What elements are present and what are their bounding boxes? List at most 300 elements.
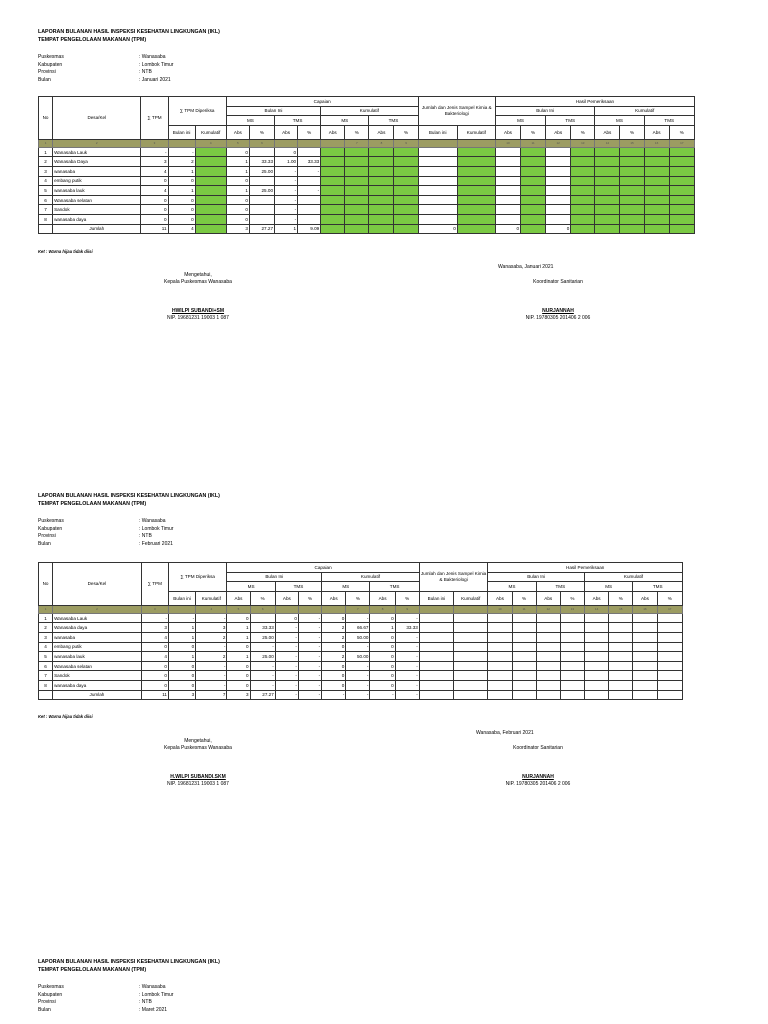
info-value: : Lombok Timur [139, 991, 174, 998]
table-cell [457, 147, 495, 157]
header-abs: Abs [488, 591, 512, 605]
header-ms: MS [226, 116, 274, 126]
table-cell [457, 166, 495, 176]
table-cell: 0 [322, 680, 346, 690]
column-number: 8 [370, 605, 395, 613]
koordinator-name: NURJANNAH [522, 774, 554, 780]
header-tms: TMS [370, 582, 419, 592]
table-cell: 0 [370, 680, 395, 690]
header-abs: Abs [322, 591, 346, 605]
report-januari [38, 28, 698, 338]
header-tms: TMS [275, 116, 321, 126]
table-cell [644, 186, 669, 196]
column-number [168, 139, 195, 147]
table-cell [657, 642, 682, 652]
total-label: Jumlah [53, 690, 142, 700]
column-number: 16 [633, 605, 657, 613]
table-cell [669, 205, 694, 215]
column-number: 2 [53, 605, 142, 613]
table-cell: - [395, 652, 419, 662]
table-cell [345, 176, 369, 186]
column-number [298, 139, 321, 147]
table-cell [345, 214, 369, 224]
info-value: : Wanasaba [139, 984, 166, 990]
table-cell: - [250, 661, 275, 671]
table-cell [560, 613, 584, 623]
table-cell [585, 652, 609, 662]
column-number: 7 [345, 139, 369, 147]
table-cell [620, 195, 644, 205]
column-number: 9 [394, 139, 418, 147]
table-cell [595, 166, 620, 176]
total-tms-abs: 1 [275, 224, 298, 234]
table-cell: 0 [226, 195, 249, 205]
table-cell: 25.00 [249, 166, 274, 176]
table-cell [369, 195, 394, 205]
table-cell: 1 [226, 157, 249, 167]
table-cell [369, 176, 394, 186]
info-value: : NTB [139, 999, 152, 1006]
table-cell: 0 [168, 176, 195, 186]
table-cell: 0 [141, 671, 168, 681]
table-cell: - [298, 166, 321, 176]
table-cell [644, 176, 669, 186]
koordinator-nip: NIP. 19780305 201406 2 006 [505, 781, 571, 787]
header-kumulatif: Kumulatif [322, 572, 420, 582]
table-cell: - [275, 166, 298, 176]
info-label: Provinsi [38, 999, 56, 1006]
column-number [457, 139, 495, 147]
table-cell [298, 205, 321, 215]
table-row [39, 671, 683, 681]
table-cell [620, 166, 644, 176]
table-cell: 0 [370, 671, 395, 681]
table-cell [657, 671, 682, 681]
table-cell: 6 [39, 661, 53, 671]
table-cell [620, 157, 644, 167]
kepala-title: Kepala Puskesmas Wanasaba [164, 279, 232, 285]
table-cell [595, 157, 620, 167]
table-cell: 3 [141, 623, 168, 633]
table-cell: 3 [39, 166, 53, 176]
header-bulan-ini: Bulan Ini [495, 106, 594, 116]
table-cell [488, 680, 512, 690]
table-cell [495, 147, 520, 157]
table-cell [418, 205, 457, 215]
table-cell [495, 214, 520, 224]
table-cell [488, 661, 512, 671]
table-cell: 2 [196, 652, 227, 662]
report-info [38, 54, 698, 84]
table-cell [644, 195, 669, 205]
table-cell [536, 671, 560, 681]
table-row [39, 157, 695, 167]
header-bulan-ini: Bulan ini [168, 125, 195, 139]
table-cell [633, 661, 657, 671]
table-cell [546, 186, 571, 196]
table-cell [321, 214, 345, 224]
column-number: 16 [644, 139, 669, 147]
table-cell [457, 214, 495, 224]
table-cell: - [275, 195, 298, 205]
header-abs: Abs [546, 125, 571, 139]
table-cell [394, 157, 418, 167]
info-label: Puskesmas [38, 518, 64, 524]
table-cell: 0 [141, 661, 168, 671]
koordinator-nip: NIP. 19780305 201406 2 006 [525, 315, 591, 321]
table-cell [536, 642, 560, 652]
table-cell: 0 [226, 147, 249, 157]
total-k-tms-abs: - [370, 690, 395, 700]
table-cell: Wanasaba selatan [53, 195, 141, 205]
table-cell: - [250, 680, 275, 690]
koordinator-title: Koordinator Sanitarian [533, 279, 583, 285]
table-cell: - [346, 613, 370, 623]
table-cell [488, 613, 512, 623]
column-number: 11 [521, 139, 546, 147]
table-cell [521, 195, 546, 205]
table-cell: - [275, 214, 298, 224]
table-cell: 4 [141, 166, 168, 176]
table-cell [394, 186, 418, 196]
header-hasil: Hasil Pemeriksaan [495, 97, 694, 107]
table-cell [571, 176, 595, 186]
report-maret [38, 958, 698, 1024]
table-cell: 1 [227, 632, 250, 642]
table-cell: Sandok [53, 205, 141, 215]
table-cell [418, 214, 457, 224]
table-cell: - [298, 632, 321, 642]
header-capaian: Capaian [226, 97, 418, 107]
table-cell: - [168, 147, 195, 157]
table-cell [488, 623, 512, 633]
table-cell [560, 632, 584, 642]
header-tms: TMS [546, 116, 595, 126]
table-row [39, 661, 683, 671]
header-tms: TMS [633, 582, 683, 592]
table-cell [585, 632, 609, 642]
info-value: : Januari 2021 [139, 76, 171, 83]
table-cell [657, 613, 682, 623]
table-cell [633, 632, 657, 642]
table-cell [546, 205, 571, 215]
table-cell [560, 671, 584, 681]
table-cell [321, 176, 345, 186]
table-cell [512, 632, 536, 642]
header-tms: TMS [275, 582, 321, 592]
total-ms-abs: 3 [226, 224, 249, 234]
table-cell: 0 [226, 176, 249, 186]
table-cell [521, 157, 546, 167]
table-cell: 0 [370, 613, 395, 623]
table-cell: 1 [168, 186, 195, 196]
table-cell: 1 [226, 186, 249, 196]
table-cell [419, 642, 453, 652]
header-ms: MS [495, 116, 545, 126]
table-cell: 0 [227, 613, 250, 623]
header-pct: % [345, 125, 369, 139]
table-cell [345, 147, 369, 157]
table-cell: - [275, 205, 298, 215]
kepala-nip: NIP. 19681231 19003 1 087 [167, 315, 229, 321]
header-bulan-ini: Bulan ini [168, 591, 195, 605]
table-cell: - [250, 642, 275, 652]
table-cell: 3 [141, 157, 168, 167]
header-ms: MS [227, 582, 275, 592]
report-title-line1: LAPORAN BULANAN HASIL INSPEKSI KESEHATAN LINGKUNGAN (IKL) [38, 959, 220, 965]
total-ms-abs: 3 [227, 690, 250, 700]
table-cell: wanasaba lauk [53, 652, 142, 662]
total-hasil-abs: 0 [495, 224, 520, 234]
total-tpm: 11 [141, 690, 168, 700]
table-cell [195, 166, 226, 176]
table-cell [560, 642, 584, 652]
table-cell: 0 [141, 195, 168, 205]
signature-koordinator [478, 279, 638, 322]
table-cell [609, 671, 633, 681]
header-bulan-ini: Bulan Ini [226, 106, 320, 116]
table-cell [454, 623, 488, 633]
table-cell [546, 195, 571, 205]
table-cell [488, 632, 512, 642]
table-cell [536, 652, 560, 662]
column-number: 17 [669, 139, 694, 147]
info-label: Puskesmas [38, 54, 64, 60]
header-pct: % [560, 591, 584, 605]
header-desa: Desa/Kel [53, 563, 142, 606]
column-number: 12 [536, 605, 560, 613]
info-value: : NTB [139, 69, 152, 76]
table-cell [345, 195, 369, 205]
header-capaian: Capaian [227, 563, 419, 573]
column-number: 13 [560, 605, 584, 613]
column-number: 14 [585, 605, 609, 613]
header-kumulatif: Kumulatif [195, 125, 226, 139]
header-bulan-ini: Bulan ini [419, 591, 453, 605]
header-tpm-diperiksa: ∑ TPM Diperiksa [168, 97, 226, 126]
table-cell [321, 186, 345, 196]
total-tms-pct: 9.09 [298, 224, 321, 234]
table-cell [521, 176, 546, 186]
table-cell: 2 [168, 157, 195, 167]
header-tpm: ∑ TPM [141, 97, 168, 140]
table-cell [195, 214, 226, 224]
table-row [39, 623, 683, 633]
table-cell [512, 642, 536, 652]
table-cell: - [275, 652, 298, 662]
table-cell: - [395, 680, 419, 690]
info-value: : Wanasaba [139, 518, 166, 524]
header-abs: Abs [275, 591, 298, 605]
total-tpm: 11 [141, 224, 168, 234]
table-cell: 4 [141, 186, 168, 196]
table-cell: 1 [168, 623, 195, 633]
table-cell [195, 147, 226, 157]
header-abs: Abs [633, 591, 657, 605]
column-number [322, 605, 346, 613]
table-cell [595, 205, 620, 215]
mengetahui-label: Mengetahui, [184, 738, 212, 744]
table-cell: embang putik [53, 642, 142, 652]
table-cell [495, 195, 520, 205]
table-cell: 0 [227, 661, 250, 671]
table-cell: 0 [141, 214, 168, 224]
header-ms: MS [488, 582, 536, 592]
table-cell [571, 147, 595, 157]
table-cell [536, 623, 560, 633]
kepala-title: Kepala Puskesmas Wanasaba [164, 745, 232, 751]
header-abs: Abs [227, 591, 250, 605]
table-cell: 50.00 [346, 632, 370, 642]
table-cell: 25.00 [250, 652, 275, 662]
info-label: Puskesmas [38, 984, 64, 990]
table-cell: - [196, 671, 227, 681]
table-cell: 33.33 [395, 623, 419, 633]
header-pct: % [250, 591, 275, 605]
header-sampel: Jumlah dan Jenis Sampel Kimia & Bakteriologi [418, 97, 495, 126]
table-cell: 2 [322, 652, 346, 662]
header-pct: % [512, 591, 536, 605]
table-cell [369, 147, 394, 157]
table-cell [609, 642, 633, 652]
table-cell [620, 147, 644, 157]
table-cell [369, 186, 394, 196]
table-cell: 0 [370, 661, 395, 671]
table-cell [321, 195, 345, 205]
report-title-line2: TEMPAT PENGELOLAAN MAKANAN (TPM) [38, 967, 147, 973]
table-cell [669, 157, 694, 167]
column-number: 10 [495, 139, 520, 147]
header-kumulatif: Kumulatif [196, 591, 227, 605]
table-cell: 0 [370, 652, 395, 662]
header-pct: % [620, 125, 644, 139]
table-cell: 0 [275, 613, 298, 623]
table-cell: 1 [227, 623, 250, 633]
table-cell: 50.00 [346, 652, 370, 662]
table-cell [454, 613, 488, 623]
table-cell [195, 176, 226, 186]
table-cell: 66.67 [346, 623, 370, 633]
table-cell: 0 [168, 214, 195, 224]
column-number [275, 605, 298, 613]
table-cell [249, 176, 274, 186]
table-cell [620, 186, 644, 196]
signature-kepala [98, 272, 298, 322]
table-cell: - [298, 613, 321, 623]
table-cell [298, 147, 321, 157]
table-cell [595, 147, 620, 157]
table-row [39, 195, 695, 205]
table-cell [454, 661, 488, 671]
table-cell [418, 147, 457, 157]
column-number: 7 [346, 605, 370, 613]
table-cell: - [298, 623, 321, 633]
table-cell: - [395, 661, 419, 671]
total-sampel: 0 [418, 224, 457, 234]
koordinator-name: NURJANNAH [542, 308, 574, 314]
report-title-line2: TEMPAT PENGELOLAAN MAKANAN (TPM) [38, 501, 147, 507]
column-number: 4 [195, 139, 226, 147]
table-cell [512, 652, 536, 662]
table-cell [609, 652, 633, 662]
place-date: Wanasaba, Januari 2021 [498, 264, 554, 270]
header-pct: % [657, 591, 682, 605]
table-cell: 2 [322, 623, 346, 633]
header-pct: % [346, 591, 370, 605]
table-cell: 0 [141, 680, 168, 690]
table-cell: 0 [168, 642, 195, 652]
table-cell [512, 623, 536, 633]
table-cell: - [298, 186, 321, 196]
table-cell [521, 186, 546, 196]
table-cell [571, 214, 595, 224]
header-pct: % [394, 125, 418, 139]
header-abs: Abs [585, 591, 609, 605]
info-label: Bulan [38, 76, 51, 83]
table-cell [595, 214, 620, 224]
table-cell: 0 [275, 147, 298, 157]
signature-kepala [98, 738, 298, 788]
report-title-line1: LAPORAN BULANAN HASIL INSPEKSI KESEHATAN LINGKUNGAN (IKL) [38, 493, 220, 499]
header-ms: MS [322, 582, 370, 592]
table-row [39, 166, 695, 176]
table-cell [495, 186, 520, 196]
table-cell [454, 671, 488, 681]
header-pct: % [395, 591, 419, 605]
table-cell [521, 205, 546, 215]
table-cell: 4 [39, 642, 53, 652]
table-cell: 0 [141, 642, 168, 652]
table-cell [620, 205, 644, 215]
table-cell: 0 [141, 205, 168, 215]
header-pct: % [669, 125, 694, 139]
header-pct: % [298, 591, 321, 605]
total-ms-pct: 27.27 [249, 224, 274, 234]
info-value: : NTB [139, 533, 152, 540]
table-cell: 2 [322, 632, 346, 642]
info-value: : Wanasaba [139, 54, 166, 60]
table-cell: 2 [196, 632, 227, 642]
table-cell [495, 205, 520, 215]
table-cell [560, 661, 584, 671]
table-cell: 0 [370, 632, 395, 642]
header-abs: Abs [275, 125, 298, 139]
header-bulan-ini: Bulan ini [418, 125, 457, 139]
table-cell: - [395, 632, 419, 642]
table-cell: 5 [39, 652, 53, 662]
table-cell [394, 214, 418, 224]
column-number [419, 605, 453, 613]
table-cell [419, 623, 453, 633]
table-cell: 1 [168, 166, 195, 176]
table-note: Ket : Warna hijau tidak diisi [38, 249, 93, 254]
table-cell [633, 623, 657, 633]
table-cell [585, 613, 609, 623]
table-row [39, 632, 683, 642]
table-cell [418, 186, 457, 196]
header-kumulatif: Kumulatif [595, 106, 695, 116]
table-cell [536, 613, 560, 623]
table-cell [657, 680, 682, 690]
info-label: Kabupaten [38, 525, 63, 532]
header-hasil: Hasil Pemeriksaan [488, 563, 683, 573]
column-number: 3 [141, 605, 168, 613]
table-cell: 7 [39, 671, 53, 681]
table-cell: 1 [168, 632, 195, 642]
header-abs: Abs [369, 125, 394, 139]
table-cell: 0 [370, 642, 395, 652]
table-cell: - [346, 680, 370, 690]
